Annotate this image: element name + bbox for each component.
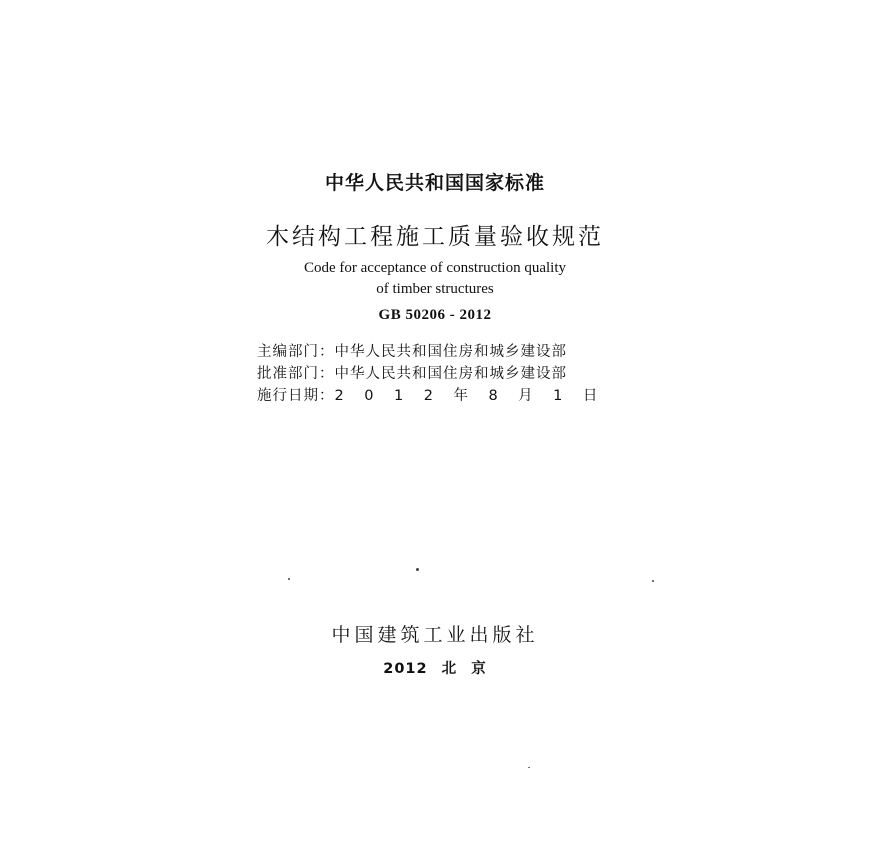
editor-row <box>257 341 599 363</box>
standard-code-number: GB 50206 - 2012 <box>378 307 492 323</box>
english-title <box>0 258 870 300</box>
date-part: 8 <box>488 388 499 404</box>
date-part: 0 <box>364 388 375 404</box>
date-part: 1 <box>393 388 405 404</box>
publication-year: 2012 <box>383 661 428 677</box>
scan-speck <box>652 580 654 582</box>
effective-date-label: 施行日期： <box>257 388 335 404</box>
english-title-line-2: of timber structures <box>376 281 494 297</box>
publication-info-block <box>257 341 599 407</box>
date-part: 2 <box>423 388 434 404</box>
approver-row <box>257 363 599 385</box>
effective-date-row <box>257 385 599 407</box>
approver-value: 中华人民共和国住房和城乡建设部 <box>334 366 567 382</box>
publication-place-year <box>0 657 870 678</box>
editor-value: 中华人民共和国住房和城乡建设部 <box>334 344 567 360</box>
date-part: 日 <box>582 388 599 404</box>
publisher-name: 中国建筑工业出版社 <box>331 624 539 646</box>
english-title-line-1: Code for acceptance of construction quality <box>304 260 566 276</box>
national-standard-heading: 中华人民共和国国家标准 <box>324 172 545 194</box>
editor-label: 主编部门： <box>257 344 335 360</box>
date-part: 1 <box>553 388 564 404</box>
scan-speck <box>288 578 290 580</box>
publication-city: 北 京 <box>441 661 487 677</box>
date-part: 月 <box>518 388 534 404</box>
scan-speck <box>416 568 419 571</box>
approver-label: 批准部门： <box>257 366 335 382</box>
scan-speck <box>528 767 530 768</box>
chinese-title: 木结构工程施工质量验收规范 <box>266 224 604 250</box>
date-part: 年 <box>453 388 469 404</box>
effective-date-value <box>335 385 599 407</box>
date-part: 2 <box>334 388 345 404</box>
